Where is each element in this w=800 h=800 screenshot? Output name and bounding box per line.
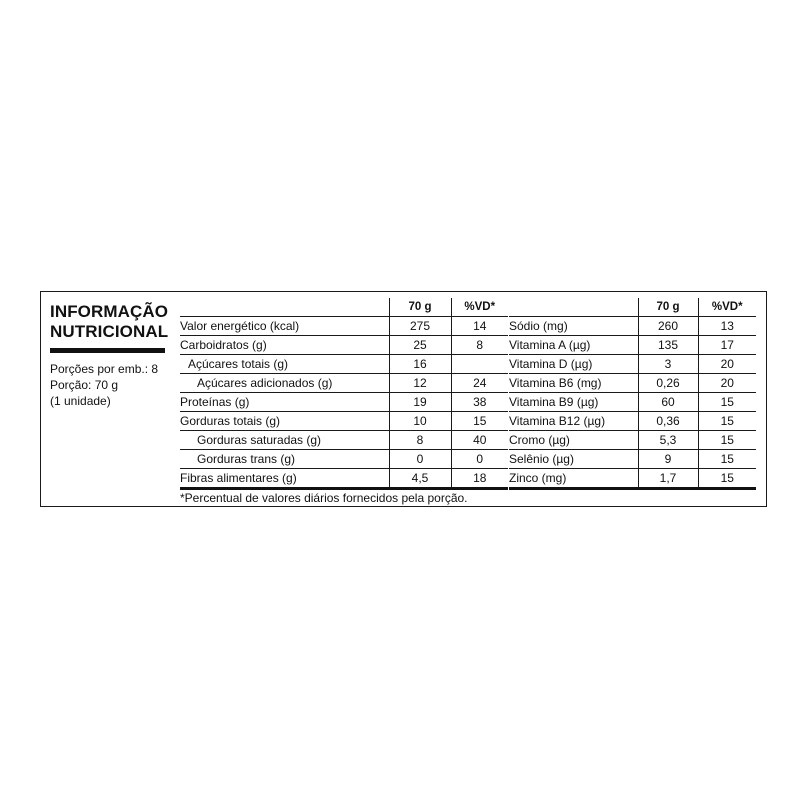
nutrient-amount: 260 — [638, 317, 698, 336]
nutrient-amount: 25 — [389, 336, 451, 355]
nutrient-dv: 40 — [451, 431, 508, 450]
header-amount: 70 g — [638, 298, 698, 317]
table-row — [509, 412, 756, 431]
table-row — [509, 393, 756, 412]
nutrient-amount: 16 — [389, 355, 451, 374]
nutrient-dv: 0 — [451, 450, 508, 469]
nutrient-dv: 8 — [451, 336, 508, 355]
nutrient-dv: 20 — [698, 374, 756, 393]
nutrition-label — [40, 291, 767, 507]
header-dv: %VD* — [451, 298, 508, 317]
nutrient-amount: 0,26 — [638, 374, 698, 393]
table-row — [180, 355, 508, 374]
nutrient-name: Gorduras totais (g) — [180, 412, 389, 431]
header-dv: %VD* — [698, 298, 756, 317]
nutrient-dv: 18 — [451, 469, 508, 489]
nutrient-dv: 15 — [698, 412, 756, 431]
table-row — [180, 431, 508, 450]
nutrient-name: Açúcares totais (g) — [180, 355, 389, 374]
nutrient-amount: 9 — [638, 450, 698, 469]
nutrient-dv: 15 — [698, 450, 756, 469]
nutrient-name: Proteínas (g) — [180, 393, 389, 412]
table-row — [180, 374, 508, 393]
nutrient-dv: 13 — [698, 317, 756, 336]
title-line-2: NUTRICIONAL — [50, 322, 169, 341]
nutrient-amount: 10 — [389, 412, 451, 431]
nutrient-amount: 8 — [389, 431, 451, 450]
title-line-1: INFORMAÇÃO — [50, 302, 169, 321]
header-nutrient — [180, 298, 389, 317]
title-divider — [50, 348, 165, 353]
nutrient-dv: 15 — [451, 412, 508, 431]
table-row — [509, 336, 756, 355]
nutrient-name: Fibras alimentares (g) — [180, 469, 389, 489]
nutrient-dv: 14 — [451, 317, 508, 336]
table-row — [509, 450, 756, 469]
nutrient-name: Vitamina B6 (mg) — [509, 374, 638, 393]
serving-size: Porção: 70 g — [50, 378, 119, 392]
table-row — [509, 317, 756, 336]
nutrient-dv: 15 — [698, 393, 756, 412]
nutrient-amount: 3 — [638, 355, 698, 374]
nutrient-name: Sódio (mg) — [509, 317, 638, 336]
nutrient-dv: 38 — [451, 393, 508, 412]
table-row — [509, 469, 756, 489]
table-row — [509, 431, 756, 450]
nutrient-name: Açúcares adicionados (g) — [180, 374, 389, 393]
header-nutrient — [509, 298, 638, 317]
table-row — [180, 336, 508, 355]
table-row — [180, 450, 508, 469]
nutrients-table-right — [509, 298, 756, 490]
label-title — [50, 302, 168, 342]
nutrient-name: Zinco (mg) — [509, 469, 638, 489]
nutrient-name: Selênio (µg) — [509, 450, 638, 469]
nutrient-amount: 4,5 — [389, 469, 451, 489]
servings-per-pack: Porções por emb.: 8 — [50, 362, 159, 376]
nutrient-amount: 0,36 — [638, 412, 698, 431]
serving-unit: (1 unidade) — [50, 394, 111, 408]
nutrient-name: Vitamina B12 (µg) — [509, 412, 638, 431]
nutrient-amount: 0 — [389, 450, 451, 469]
table-row — [180, 469, 508, 489]
nutrient-amount: 135 — [638, 336, 698, 355]
nutrient-name: Valor energético (kcal) — [180, 317, 389, 336]
nutrient-name: Vitamina A (µg) — [509, 336, 638, 355]
footnote: *Percentual de valores diários fornecidos pela porção. — [180, 491, 468, 505]
label-side-panel — [41, 292, 174, 506]
nutrient-dv: 20 — [698, 355, 756, 374]
nutrient-amount: 19 — [389, 393, 451, 412]
nutrient-amount: 12 — [389, 374, 451, 393]
nutrient-dv: 24 — [451, 374, 508, 393]
table-row — [509, 355, 756, 374]
nutrient-dv: 15 — [698, 469, 756, 489]
nutrient-name: Gorduras saturadas (g) — [180, 431, 389, 450]
table-row — [180, 317, 508, 336]
table-row — [509, 374, 756, 393]
nutrient-name: Cromo (µg) — [509, 431, 638, 450]
nutrient-amount: 5,3 — [638, 431, 698, 450]
nutrient-name: Vitamina D (µg) — [509, 355, 638, 374]
nutrient-dv: 15 — [698, 431, 756, 450]
nutrient-amount: 1,7 — [638, 469, 698, 489]
table-row — [180, 393, 508, 412]
nutrient-amount: 60 — [638, 393, 698, 412]
table-row — [180, 412, 508, 431]
nutrient-dv: 17 — [698, 336, 756, 355]
nutrients-table-left — [180, 298, 508, 490]
nutrient-name: Vitamina B9 (µg) — [509, 393, 638, 412]
nutrient-dv — [451, 355, 508, 374]
nutrient-name: Carboidratos (g) — [180, 336, 389, 355]
header-amount: 70 g — [389, 298, 451, 317]
nutrient-amount: 275 — [389, 317, 451, 336]
nutrient-name: Gorduras trans (g) — [180, 450, 389, 469]
